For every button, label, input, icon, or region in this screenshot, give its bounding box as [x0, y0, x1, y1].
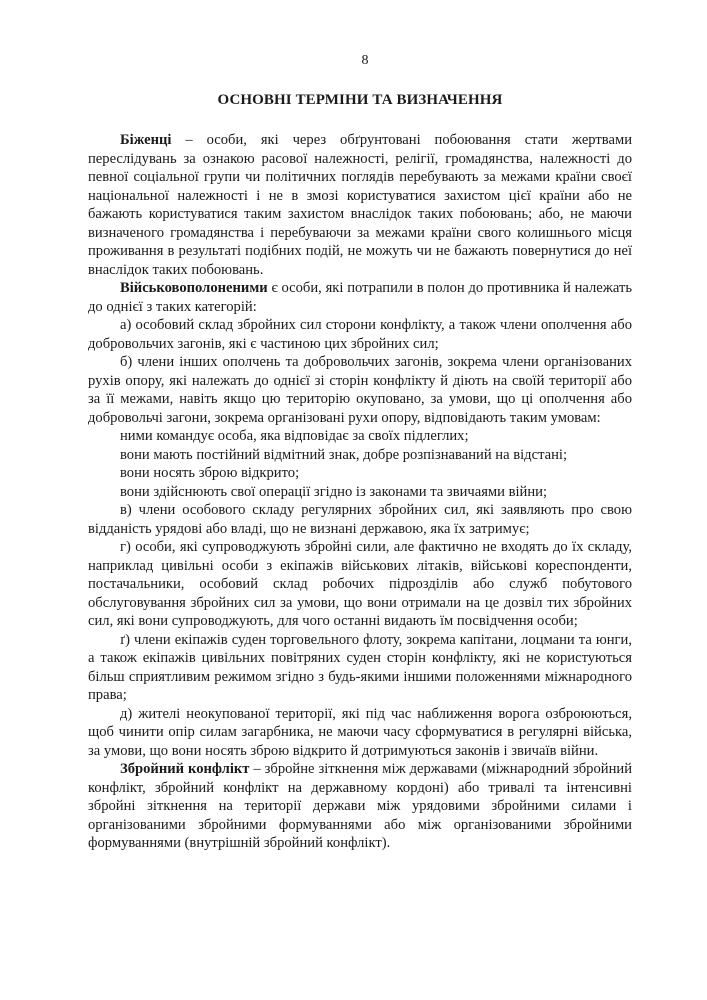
document-page [88, 52, 632, 853]
condition-arms: вони носять зброю відкрито; [120, 465, 300, 481]
condition-command: ними командує особа, яка відповідає за своїх підлеглих; [120, 428, 469, 444]
page-title: ОСНОВНІ ТЕРМІНИ ТА ВИЗНАЧЕННЯ [217, 91, 503, 108]
list-item-b: б) члени інших ополчень та добровольчих загонів, зокрема члени організованих рухів опору, які належать до однієї зі сторін конфлікту й діють на своїй території або за її межами, навіть якщо цю територію окуповано, за умови, що ці ополчення або добровольчі загони, зокрема організовані рухи опору, відповідають таким умовам: [88, 354, 632, 426]
paragraph-refugees [88, 131, 632, 279]
list-item-g: ґ) члени екіпажів суден торговельного флоту, зокрема капітани, лоцмани та юнги, а також екіпажів цивільних повітряних суден сторін конфлікту, які не користуються більш сприятливим режимом згідно з будь-якими іншими положеннями міжнародного права; [88, 631, 632, 703]
list-item-v: в) члени особового складу регулярних збройних сил, які заявляють про свою відданість урядові або владі, що не визнані державою, яка їх затримує; [88, 502, 632, 537]
list-item-d: д) жителі неокупованої території, які під час наближення ворога озброюються, щоб чинити опір силам загарбника, не маючи часу сформуватися в регулярні війська, за умови, що вони носять зброю відкрито й дотримуються законів і звичаїв війни. [88, 705, 632, 759]
document-body [88, 131, 632, 853]
definition-prisoners-of-war: є особи, які потрапили в полон до противника й належать до однієї з таких категорій: [88, 280, 632, 315]
paragraph-armed-conflict [88, 760, 632, 853]
page-number: 8 [361, 53, 369, 68]
paragraph-prisoners-of-war [88, 279, 632, 316]
term-armed-conflict: Збройний конфлікт [120, 761, 250, 777]
list-item-h: г) особи, які супроводжують збройні сили, але фактично не входять до їх складу, наприклад цивільні особи з екіпажів військових літаків, військові кореспонденти, постачальники, особовий склад робочих підрозділів або служб побутового обслуговування збройних сил за умови, що вони отримали на це дозвіл тих збройних сил, які вони супроводжують, для чого останні видають їм посвідчення особи; [88, 539, 632, 629]
term-refugees: Біженці [120, 132, 172, 148]
definition-armed-conflict: – збройне зіткнення між державами (міжнародний збройний конфлікт, збройний конфлікт на державному кордоні) або тривалі та інтенсивні збройні зіткнення на території держави між урядовими збройними силами і організованими збройними формуваннями або між організованими збройними формуваннями (внутрішній збройний конфлікт). [88, 761, 633, 851]
condition-sign: вони мають постійний відмітний знак, добре розпізнаваний на відстані; [120, 446, 568, 463]
term-prisoners-of-war: Військовополоненими [120, 280, 268, 296]
list-item-a: а) особовий склад збройних сил сторони конфлікту, а також члени ополчення або добровольчих загонів, які є частиною цих збройних сил; [88, 317, 632, 352]
condition-laws: вони здійснюють свої операції згідно із законами та звичаями війни; [120, 483, 548, 500]
definition-refugees: – особи, які через обґрунтовані побоювання стати жертвами переслідувань за ознакою расової належності, релігії, громадянства, належності до певної соціальної групи чи політичних поглядів перебувають за межами країни своєї національної належності і не в змозі користуватися захистом цієї країни або не бажають користуватися таким захистом внаслідок таких побоювань; або, не маючи визначеного громадянства і перебуваючи за межами країни свого колишнього місця проживання в результаті подібних подій, не можуть чи не бажають повернутися до неї внаслідок таких побоювань. [88, 132, 632, 278]
